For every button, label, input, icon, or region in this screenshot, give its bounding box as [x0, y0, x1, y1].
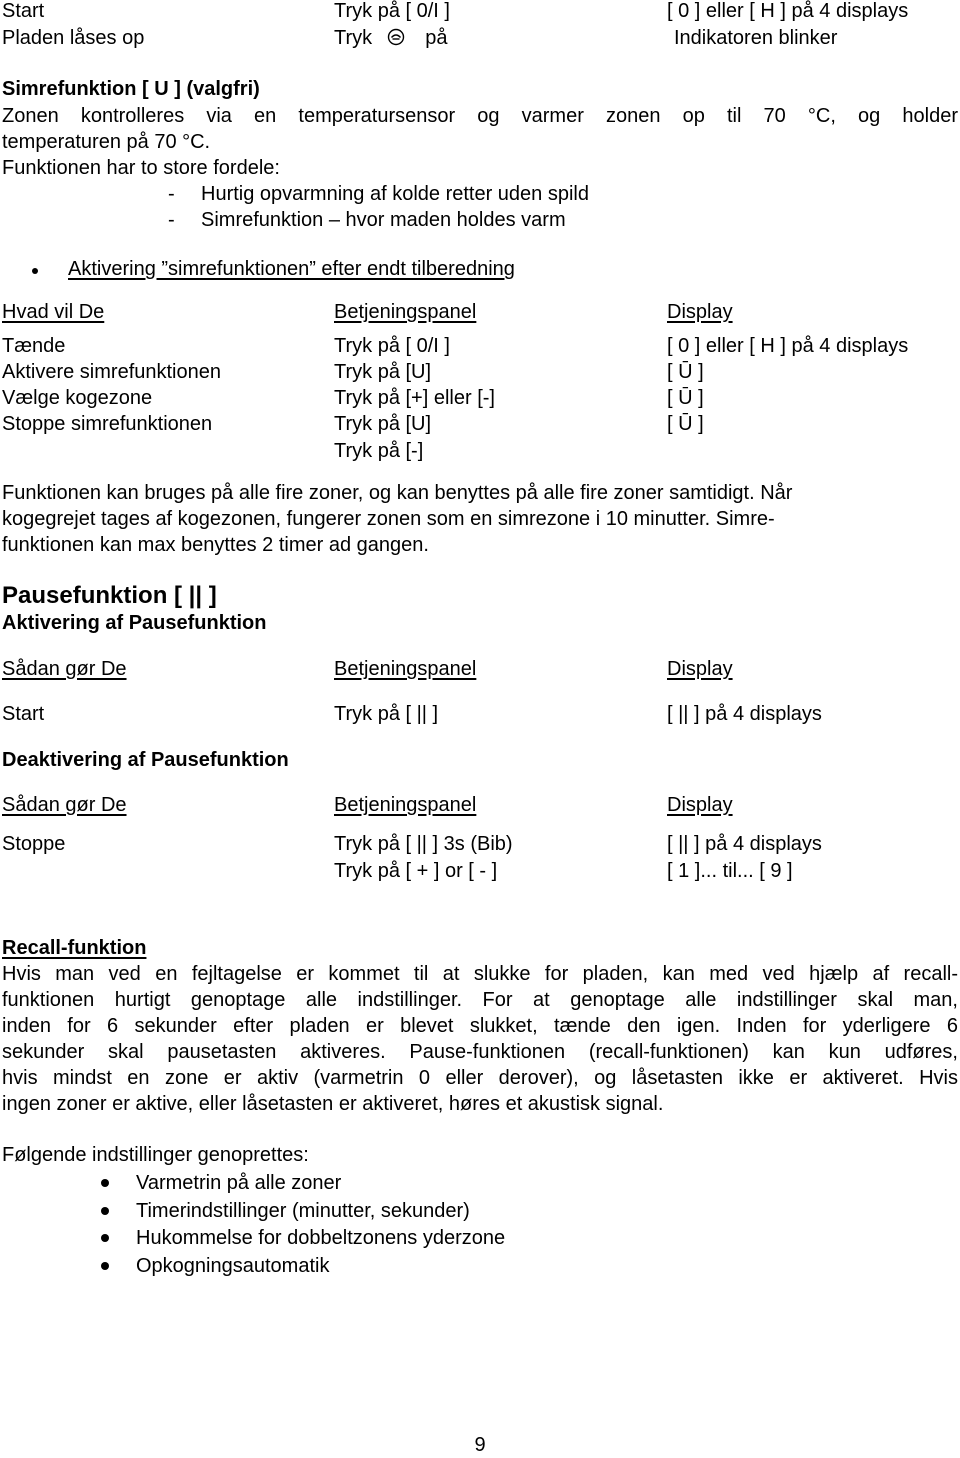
simmer-note-line: kogegrejet tages af kogezonen, fungerer zonen som en simrezone i 10 minutter. Simre- [2, 508, 775, 530]
top-row-unlock [2, 25, 958, 51]
header-display: Display [667, 794, 733, 816]
simmer-paragraph-line: temperaturen på 70 °C. [2, 131, 211, 153]
top-row-action: Pladen låses op [2, 27, 145, 49]
cell-panel: Tryk på [-] [334, 440, 424, 462]
recall-heading: Recall-funktion [2, 937, 147, 959]
cell-display: [ 0 ] eller [ H ] på 4 displays [667, 335, 909, 357]
dash-marker: - [168, 183, 175, 205]
cell-display: [ Ū ] [667, 387, 704, 409]
restored-item [136, 1198, 470, 1224]
cell-action: Stoppe [2, 833, 66, 855]
recall-paragraph-line: ingen zoner er aktive, eller låsetasten er aktiveret, høres et akustisk signal. [2, 1093, 664, 1115]
top-row-display: Indikatoren blinker [674, 27, 838, 49]
simmer-table-row [2, 359, 958, 385]
cell-action: Vælge kogezone [2, 387, 153, 409]
header-how: Sådan gør De [2, 658, 127, 680]
bullet-dot [101, 1262, 109, 1270]
header-how: Sådan gør De [2, 794, 127, 816]
top-row-start [2, 0, 958, 24]
restored-intro: Følgende indstillinger genoprettes: [2, 1144, 309, 1166]
simmer-heading: Simrefunktion [ U ] (valgfri) [2, 78, 260, 100]
simmer-table-row [2, 333, 958, 359]
top-row-action: Start [2, 0, 45, 22]
advantages-intro: Funktionen har to store fordele: [2, 157, 280, 179]
header-display: Display [667, 301, 733, 323]
simmer-table-row [2, 438, 958, 464]
simmer-table-header [2, 299, 958, 325]
restored-item-text: Opkogningsautomatik [136, 1255, 330, 1277]
cell-display: [ || ] på 4 displays [667, 703, 822, 725]
cell-panel: Tryk på [U] [334, 413, 432, 435]
recall-paragraph-line: sekunder skal pausetasten aktiveres. Pause-funktionen (recall-funktionen) kan kun udføres, [2, 1041, 958, 1063]
header-panel: Betjeningspanel [334, 301, 477, 323]
cell-display: [ 1 ]... til... [ 9 ] [667, 860, 793, 882]
bullet-dot [101, 1234, 109, 1242]
recall-paragraph-line: funktionen hurtigt genoptage alle indstillinger. For at genoptage alle indstillinger skal man, [2, 989, 958, 1011]
cell-panel: Tryk på [+] eller [-] [334, 387, 495, 409]
advantage-text: Simrefunktion – hvor maden holdes varm [201, 209, 566, 231]
bullet-dot [101, 1179, 109, 1187]
activation-bullet [68, 256, 515, 282]
recall-paragraph-line: inden for 6 sekunder efter pladen er blevet slukket, tænde den igen. Inden for yderligere 6 [2, 1015, 958, 1037]
restored-item-text: Varmetrin på alle zoner [136, 1172, 342, 1194]
recall-paragraph-line: Hvis man ved en fejltagelse er kommet til at slukke for pladen, kan med ved hjælp af recall- [2, 963, 958, 985]
cell-action: Tænde [2, 335, 66, 357]
pause-activation-header [2, 656, 958, 682]
cell-panel: Tryk på [ || ] [334, 703, 439, 725]
top-row-display: [ 0 ] eller [ H ] på 4 displays [667, 0, 909, 22]
cell-panel: Tryk på [ 0/I ] [334, 335, 450, 357]
dash-marker: - [168, 209, 175, 231]
pause-activation-row [2, 701, 958, 727]
pause-deactivation-title: Deaktivering af Pausefunktion [2, 749, 289, 771]
cell-display: [ Ū ] [667, 361, 704, 383]
simmer-note-line: funktionen kan max benyttes 2 timer ad gangen. [2, 534, 429, 556]
cell-display: [ || ] på 4 displays [667, 833, 822, 855]
simmer-note-line: Funktionen kan bruges på alle fire zoner, og kan benyttes på alle fire zoner samtidigt. Når [2, 482, 793, 504]
advantage-text: Hurtig opvarmning af kolde retter uden spild [201, 183, 589, 205]
simmer-table-row [2, 411, 958, 437]
pause-activation-title: Aktivering af Pausefunktion [2, 612, 267, 634]
cell-display: [ Ū ] [667, 413, 704, 435]
restored-item [136, 1225, 505, 1251]
top-row-panel: Tryk på [ 0/I ] [334, 0, 450, 22]
panel-on-text: på [425, 27, 448, 49]
header-what: Hvad vil De [2, 301, 105, 323]
restored-item [136, 1253, 329, 1279]
bullet-dot [32, 268, 38, 274]
recall-paragraph-line: hvis mindst en zone er aktiv (varmetrin 0 eller derover), og låsetasten ikke er aktiveret. Hvis [2, 1067, 958, 1089]
pause-deactivation-row [2, 831, 958, 857]
panel-press-text: Tryk [334, 27, 373, 49]
restored-item-text: Hukommelse for dobbeltzonens yderzone [136, 1227, 506, 1249]
top-row-panel [334, 25, 448, 51]
pause-heading: Pausefunktion [ || ] [2, 582, 217, 609]
cell-panel: Tryk på [ + ] or [ - ] [334, 860, 498, 882]
pause-deactivation-header [2, 792, 958, 818]
cell-action: Aktivere simrefunktionen [2, 361, 221, 383]
cell-panel: Tryk på [ || ] 3s (Bib) [334, 833, 513, 855]
pause-deactivation-row [2, 858, 958, 884]
cell-action: Start [2, 703, 45, 725]
header-display: Display [667, 658, 733, 680]
restored-item-text: Timerindstillinger (minutter, sekunder) [136, 1200, 470, 1222]
cell-action: Stoppe simrefunktionen [2, 413, 213, 435]
simmer-paragraph-line: Zonen kontrolleres via en temperatursensor og varmer zonen op til 70 °C, og holder [2, 105, 958, 127]
cell-panel: Tryk på [U] [334, 361, 432, 383]
activation-bullet-text: Aktivering ”simrefunktionen” efter endt tilberedning [68, 258, 515, 280]
restored-item [136, 1170, 341, 1196]
header-panel: Betjeningspanel [334, 794, 477, 816]
simmer-table-row [2, 385, 958, 411]
header-panel: Betjeningspanel [334, 658, 477, 680]
bullet-dot [101, 1207, 109, 1215]
lock-key-icon [386, 27, 406, 47]
page-number: 9 [474, 1434, 486, 1456]
